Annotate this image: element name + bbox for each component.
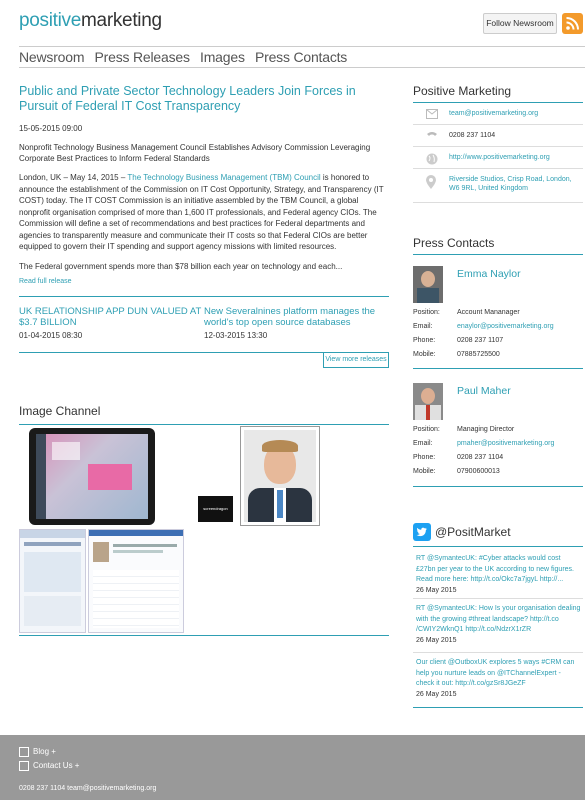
rss-button[interactable] (562, 13, 583, 34)
tweet-date: 26 May 2015 (416, 636, 457, 644)
email-label: Email: (413, 323, 433, 330)
tweet (416, 554, 581, 596)
tweet (416, 658, 581, 700)
footer-blog-link[interactable] (19, 747, 56, 757)
contact-email-link[interactable]: pmaher@positivemarketing.org (457, 440, 555, 447)
follow-newsroom-button[interactable]: Follow Newsroom (483, 13, 557, 34)
article-date: 15-05-2015 09:00 (19, 124, 83, 133)
external-link-icon (19, 761, 29, 771)
contact-phone-row (413, 125, 583, 147)
twitter-handle[interactable]: @PositMarket (435, 525, 511, 539)
footer (0, 735, 585, 800)
divider (19, 296, 389, 297)
phone-label: Phone: (413, 337, 436, 344)
logo-tive: tive (52, 10, 82, 31)
image-thumb-screendragon-logo[interactable] (198, 496, 233, 522)
divider (19, 635, 389, 636)
logo-marketing: marketing (81, 10, 162, 31)
tweet-text[interactable]: Our client @OutboxUK explores 5 ways #CRM can help you nurture leads on @ITChannelExpert - check it out: http://t.co/gzSr8JGeZF (416, 659, 575, 687)
related-title[interactable]: UK RELATIONSHIP APP DUN VALUED AT $3.7 BILLION (19, 306, 202, 328)
company-address-link[interactable]: Riverside Studios, Crisp Road, London, W6 9RL, United Kingdom (449, 176, 572, 192)
image-thumb-portrait[interactable] (240, 426, 320, 526)
screenshot-line (113, 550, 163, 553)
image-thumb-tablet[interactable] (29, 428, 155, 525)
external-link-icon (19, 747, 29, 757)
article-body-continued: The Federal government spends more than $78 billion each year on technology and each... (19, 261, 343, 271)
company-email-link[interactable]: team@positivemarketing.org (449, 110, 539, 117)
twitter-icon[interactable] (413, 523, 431, 541)
phone-icon (426, 131, 438, 141)
related-date: 12-03-2015 13:30 (204, 331, 268, 340)
mobile-value: 07900600013 (457, 468, 500, 475)
contact-name[interactable]: Paul Maher (457, 385, 511, 397)
contact-email-row (413, 103, 583, 125)
mobile-label: Mobile: (413, 468, 436, 475)
article-body-prefix: London, UK – May 14, 2015 – (19, 173, 128, 182)
contact-name[interactable]: Emma Naylor (457, 268, 521, 280)
company-title: Positive Marketing (413, 84, 512, 98)
screenshot-header (20, 530, 85, 538)
company-website-link[interactable]: http://www.positivemarketing.org (449, 154, 550, 161)
article-body (19, 172, 389, 253)
footer-blog-label: Blog + (33, 747, 56, 757)
contact-address-row (413, 169, 583, 203)
article-body-rest: is honored to announce the establishment of the Commission on IT Cost Opportunity, Strategy, and Transparency (IT COST) today. The IT COST Commission is an initiative assembled by the TBM Council, a global nonprofit organisation comprised of more than 1,600 IT professionals, and Federal agency CIOs. The Commission will define a set of recommendations and best practices for Federal departments and agencies to transparently measure and communicate their IT costs so that Federal CIOs are better equipped to govern their IT spending and support agency missions with limited resources. (19, 173, 384, 251)
featured-article (19, 84, 389, 285)
portrait-photo (244, 430, 316, 522)
nav-item-images[interactable]: Images (200, 49, 245, 65)
phone-value: 0208 237 1104 (457, 454, 504, 461)
portrait-hair (262, 440, 298, 452)
logo-pos: posi (19, 10, 53, 31)
globe-icon (426, 153, 438, 165)
screendragon-logo-text: screendragon (203, 506, 228, 511)
avatar-face (421, 271, 435, 287)
position-value: Account Mananager (457, 309, 520, 316)
tweet-date: 26 May 2015 (416, 586, 457, 594)
screenshot-avatar (93, 542, 109, 562)
avatar[interactable] (413, 266, 443, 303)
divider (413, 707, 583, 708)
location-pin-icon (426, 175, 436, 189)
tablet-screen (36, 434, 148, 519)
company-phone: 0208 237 1104 (449, 132, 496, 139)
phone-label: Phone: (413, 454, 436, 461)
press-contacts-title: Press Contacts (413, 236, 495, 250)
divider (413, 368, 583, 369)
image-thumb-screenshot-1[interactable] (19, 529, 86, 633)
nav-item-newsroom[interactable]: Newsroom (19, 49, 85, 65)
position-value: Managing Director (457, 426, 515, 433)
avatar-face (421, 388, 435, 404)
rss-icon (562, 13, 583, 34)
divider (19, 424, 389, 425)
contact-email-link[interactable]: enaylor@positivemarketing.org (457, 323, 554, 330)
related-item (19, 307, 204, 340)
divider (413, 546, 583, 547)
screenshot-header (89, 530, 183, 536)
contact-web-row (413, 147, 583, 169)
article-title[interactable]: Public and Private Sector Technology Leaders Join Forces in Pursuit of Federal IT Cost Transparency (19, 84, 356, 113)
screenshot-table (93, 570, 179, 628)
header (0, 0, 585, 44)
mobile-label: Mobile: (413, 351, 436, 358)
tweet-date: 26 May 2015 (416, 690, 457, 698)
footer-contact-info: 0208 237 1104 team@positivemarketing.org (19, 785, 157, 792)
avatar-tie (426, 405, 430, 420)
tweet-text[interactable]: RT @SymantecUK: #Cyber attacks would cost £27bn per year to the UK according to new figures. Read more here: http://t.co/Okc7a7jgyL http://... (416, 555, 574, 583)
view-more-releases-button[interactable]: View more releases (323, 352, 389, 368)
screenshot-panel (24, 552, 81, 592)
image-channel-title: Image Channel (19, 404, 101, 418)
tbm-council-link[interactable]: The Technology Business Management (TBM) Council (127, 173, 321, 182)
article-summary: Nonprofit Technology Business Management Council Establishes Advisory Commission Leveraging Corporate Best Practices to Inform Federal Standards (19, 143, 371, 163)
tablet-panel (52, 442, 80, 460)
press-contacts-header (413, 236, 583, 255)
position-label: Position: (413, 309, 440, 316)
screenshot-bar (24, 542, 81, 546)
avatar-body (417, 288, 439, 303)
avatar[interactable] (413, 383, 443, 420)
site-logo[interactable] (19, 10, 162, 32)
mail-icon (426, 109, 438, 119)
footer-contact-label: Contact Us + (33, 761, 80, 771)
tweet-text[interactable]: RT @SymantecUK: How Is your organisation dealing with the growing #threat landscape? http://t.co /CWIY2WknQ1 http://t.co/NdzrX1rZR (416, 605, 581, 633)
divider (413, 254, 583, 255)
twitter-bird-icon (413, 523, 431, 541)
email-label: Email: (413, 440, 433, 447)
screenshot-panel (24, 596, 81, 626)
position-label: Position: (413, 426, 440, 433)
divider (413, 598, 583, 599)
footer-contact-link[interactable] (19, 761, 79, 771)
image-thumb-screenshot-2[interactable] (88, 529, 184, 633)
tablet-card (88, 464, 132, 490)
related-item (204, 307, 389, 340)
related-title[interactable]: New Severalnines platform manages the world's top open source databases (204, 306, 376, 328)
tweet (416, 604, 581, 646)
divider (413, 486, 583, 487)
company-info (413, 84, 583, 203)
nav-item-press-releases[interactable]: Press Releases (94, 49, 190, 65)
nav-item-press-contacts[interactable]: Press Contacts (254, 49, 348, 65)
portrait-tie (277, 490, 283, 518)
main-nav (19, 46, 585, 68)
tablet-sidebar (36, 434, 46, 519)
read-full-release-link[interactable]: Read full release (19, 277, 72, 285)
related-date: 01-04-2015 08:30 (19, 331, 83, 340)
mobile-value: 07885725500 (457, 351, 500, 358)
divider (19, 352, 323, 353)
screenshot-line (113, 544, 177, 547)
phone-value: 0208 237 1107 (457, 337, 504, 344)
divider (413, 652, 583, 653)
